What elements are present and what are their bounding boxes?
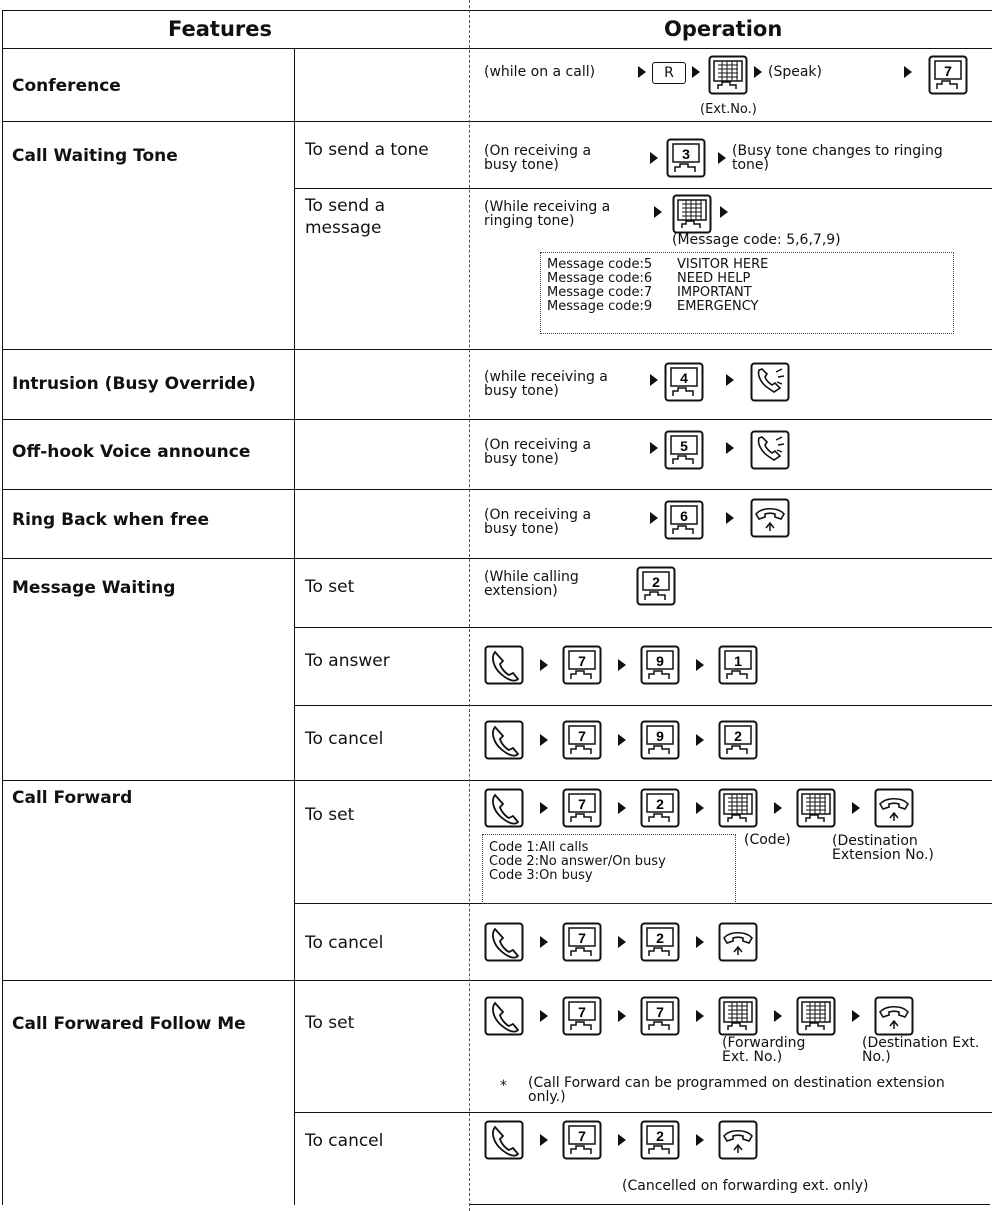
row-border bbox=[295, 188, 992, 189]
handset-icon bbox=[484, 645, 524, 685]
arrow-icon bbox=[540, 802, 548, 814]
digit-key-icon bbox=[666, 138, 706, 178]
op-text: (Speak) bbox=[768, 64, 822, 80]
svg-text:2: 2 bbox=[734, 728, 742, 744]
svg-text:2: 2 bbox=[656, 930, 664, 946]
op-text: (On receiving a busy tone) bbox=[484, 437, 592, 467]
arrow-icon bbox=[720, 206, 728, 218]
sub-to-set: To set bbox=[305, 1013, 355, 1033]
handset-icon bbox=[484, 922, 524, 962]
arrow-icon bbox=[540, 936, 548, 948]
arrow-icon bbox=[696, 659, 704, 671]
feature-conference: Conference bbox=[12, 76, 121, 96]
arrow-icon bbox=[774, 802, 782, 814]
digit-key-icon bbox=[640, 720, 680, 760]
digit-key-icon bbox=[636, 566, 676, 606]
hang-up-icon bbox=[718, 1120, 758, 1160]
row-border bbox=[2, 419, 992, 420]
message-text: IMPORTANT bbox=[677, 285, 752, 300]
message-text: EMERGENCY bbox=[677, 299, 759, 314]
op-text: (while on a call) bbox=[484, 64, 596, 80]
key-digit: 6 bbox=[680, 508, 688, 524]
row-border bbox=[2, 349, 992, 350]
keypad-icon bbox=[672, 194, 712, 234]
svg-text:7: 7 bbox=[578, 796, 586, 812]
column-divider bbox=[294, 48, 295, 1205]
arrow-icon bbox=[540, 659, 548, 671]
row-border bbox=[295, 627, 992, 628]
row-border bbox=[2, 121, 992, 122]
svg-text:9: 9 bbox=[656, 653, 664, 669]
row-border bbox=[295, 705, 992, 706]
digit-key-icon bbox=[562, 720, 602, 760]
message-code: Message code:9 bbox=[547, 299, 653, 314]
handset-icon bbox=[484, 1120, 524, 1160]
arrow-icon bbox=[852, 802, 860, 814]
forward-code-box bbox=[482, 834, 736, 904]
feature-call-waiting-tone: Call Waiting Tone bbox=[12, 146, 178, 166]
row-border bbox=[2, 780, 992, 781]
arrow-icon bbox=[618, 734, 626, 746]
hang-up-icon bbox=[874, 788, 914, 828]
op-text: (Destination Ext. No.) bbox=[862, 1035, 980, 1065]
keypad-icon bbox=[708, 55, 748, 95]
digit-key-icon bbox=[640, 1120, 680, 1160]
arrow-icon bbox=[754, 66, 762, 78]
arrow-icon bbox=[696, 802, 704, 814]
digit-key-icon bbox=[664, 430, 704, 470]
note-star: * bbox=[500, 1078, 507, 1094]
keypad-icon bbox=[718, 996, 758, 1036]
op-text: (Destination Extension No.) bbox=[832, 833, 934, 863]
arrow-icon bbox=[650, 442, 658, 454]
digit-key-icon bbox=[664, 362, 704, 402]
digit-key-icon bbox=[562, 996, 602, 1036]
op-text: (while receiving a busy tone) bbox=[484, 369, 608, 399]
operation-column-divider bbox=[469, 0, 470, 1211]
digit-key-icon bbox=[562, 645, 602, 685]
op-text: (Cancelled on forwarding ext. only) bbox=[622, 1178, 869, 1194]
arrow-icon bbox=[650, 374, 658, 386]
message-code: Message code:5 bbox=[547, 257, 653, 272]
row-border bbox=[2, 489, 992, 490]
sub-send-message: To send a message bbox=[305, 196, 386, 238]
handset-icon bbox=[484, 720, 524, 760]
key-digit: 2 bbox=[652, 574, 660, 590]
svg-text:2: 2 bbox=[656, 1128, 664, 1144]
operation-header: Operation bbox=[664, 17, 783, 41]
keypad-icon bbox=[796, 996, 836, 1036]
arrow-icon bbox=[726, 512, 734, 524]
row-border bbox=[2, 980, 992, 981]
arrow-icon bbox=[540, 1010, 548, 1022]
digit-key-icon bbox=[562, 922, 602, 962]
sub-to-answer: To answer bbox=[305, 651, 390, 671]
row-border bbox=[2, 558, 992, 559]
hang-up-icon bbox=[750, 498, 790, 538]
key-digit: 7 bbox=[944, 63, 952, 79]
row-border bbox=[295, 1112, 992, 1113]
key-digit: 5 bbox=[680, 438, 688, 454]
forward-code-row: Code 3:On busy bbox=[489, 868, 593, 883]
message-text: NEED HELP bbox=[677, 271, 751, 286]
digit-key-icon bbox=[562, 788, 602, 828]
op-text: (Code) bbox=[744, 832, 791, 848]
op-text: (Busy tone changes to ringing tone) bbox=[732, 143, 943, 173]
hang-up-icon bbox=[718, 922, 758, 962]
message-code-row bbox=[547, 258, 953, 272]
arrow-icon bbox=[696, 734, 704, 746]
arrow-icon bbox=[618, 802, 626, 814]
svg-text:2: 2 bbox=[656, 796, 664, 812]
header-bottom-border bbox=[2, 48, 992, 49]
arrow-icon bbox=[852, 1010, 860, 1022]
message-code-box bbox=[540, 252, 954, 334]
speaker-phone-icon bbox=[750, 430, 790, 470]
op-text: (On receiving a busy tone) bbox=[484, 143, 592, 173]
sub-to-cancel: To cancel bbox=[305, 1131, 384, 1151]
message-code-row bbox=[547, 300, 953, 314]
op-text: (Message code: 5,6,7,9) bbox=[672, 232, 841, 248]
table-top-border bbox=[2, 10, 992, 11]
hang-up-icon bbox=[874, 996, 914, 1036]
svg-text:7: 7 bbox=[578, 1128, 586, 1144]
arrow-icon bbox=[726, 374, 734, 386]
sub-to-set: To set bbox=[305, 577, 355, 597]
feature-message-waiting: Message Waiting bbox=[12, 578, 176, 598]
op-text: (Ext.No.) bbox=[700, 102, 757, 117]
arrow-icon bbox=[904, 66, 912, 78]
keypad-icon bbox=[796, 788, 836, 828]
svg-text:7: 7 bbox=[656, 1004, 664, 1020]
arrow-icon bbox=[540, 734, 548, 746]
digit-key-icon bbox=[718, 720, 758, 760]
arrow-icon bbox=[540, 1134, 548, 1146]
message-text: VISITOR HERE bbox=[677, 257, 769, 272]
message-code: Message code:6 bbox=[547, 271, 653, 286]
forward-code-row: Code 1:All calls bbox=[489, 840, 589, 855]
arrow-icon bbox=[726, 442, 734, 454]
feature-offhook-voice: Off-hook Voice announce bbox=[12, 442, 251, 462]
message-code-row bbox=[547, 272, 953, 286]
handset-icon bbox=[484, 996, 524, 1036]
message-code-row bbox=[547, 286, 953, 300]
keypad-icon bbox=[718, 788, 758, 828]
op-text: (Call Forward can be programmed on destination extension only.) bbox=[528, 1075, 945, 1105]
feature-call-forward: Call Forward bbox=[12, 788, 133, 808]
arrow-icon bbox=[696, 1134, 704, 1146]
digit-key-icon bbox=[640, 645, 680, 685]
arrow-icon bbox=[654, 206, 662, 218]
arrow-icon bbox=[774, 1010, 782, 1022]
handset-icon bbox=[484, 788, 524, 828]
r-key: R bbox=[652, 62, 686, 84]
sub-to-cancel: To cancel bbox=[305, 933, 384, 953]
key-digit: 3 bbox=[682, 146, 690, 162]
message-code: Message code:7 bbox=[547, 285, 653, 300]
digit-key-icon bbox=[928, 55, 968, 95]
digit-key-icon bbox=[664, 500, 704, 540]
svg-text:1: 1 bbox=[734, 653, 742, 669]
arrow-icon bbox=[618, 936, 626, 948]
table-left-border bbox=[2, 10, 3, 1205]
digit-key-icon bbox=[640, 996, 680, 1036]
arrow-icon bbox=[618, 1134, 626, 1146]
svg-text:9: 9 bbox=[656, 728, 664, 744]
key-digit: 4 bbox=[680, 370, 688, 386]
op-text: (While calling extension) bbox=[484, 569, 579, 599]
sub-to-cancel: To cancel bbox=[305, 729, 384, 749]
arrow-icon bbox=[650, 512, 658, 524]
feature-ring-back: Ring Back when free bbox=[12, 510, 210, 530]
speaker-phone-icon bbox=[750, 362, 790, 402]
arrow-icon bbox=[696, 936, 704, 948]
svg-text:7: 7 bbox=[578, 728, 586, 744]
features-header: Features bbox=[168, 17, 272, 41]
feature-call-forward-follow-me: Call Forwared Follow Me bbox=[12, 1014, 246, 1034]
arrow-icon bbox=[618, 659, 626, 671]
digit-key-icon bbox=[640, 922, 680, 962]
sub-send-tone: To send a tone bbox=[305, 140, 429, 160]
forward-code-row: Code 2:No answer/On busy bbox=[489, 854, 666, 869]
svg-text:7: 7 bbox=[578, 930, 586, 946]
arrow-icon bbox=[618, 1010, 626, 1022]
op-text: (While receiving a ringing tone) bbox=[484, 199, 611, 229]
op-text: (Forwarding Ext. No.) bbox=[722, 1035, 806, 1065]
sub-to-set: To set bbox=[305, 805, 355, 825]
arrow-icon bbox=[692, 66, 700, 78]
feature-intrusion: Intrusion (Busy Override) bbox=[12, 374, 256, 394]
arrow-icon bbox=[650, 152, 658, 164]
digit-key-icon bbox=[640, 788, 680, 828]
op-text: (On receiving a busy tone) bbox=[484, 507, 592, 537]
arrow-icon bbox=[638, 66, 646, 78]
digit-key-icon bbox=[718, 645, 758, 685]
arrow-icon bbox=[696, 1010, 704, 1022]
digit-key-icon bbox=[562, 1120, 602, 1160]
table-bottom-border bbox=[470, 1204, 990, 1205]
svg-text:7: 7 bbox=[578, 653, 586, 669]
arrow-icon bbox=[718, 152, 726, 164]
svg-text:7: 7 bbox=[578, 1004, 586, 1020]
